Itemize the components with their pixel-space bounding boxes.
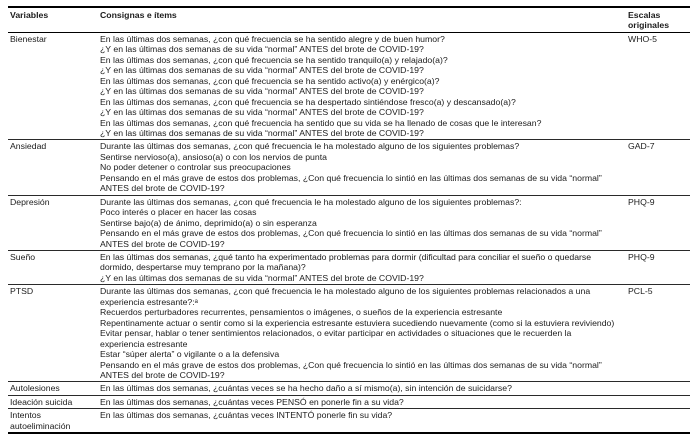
items-cell <box>100 141 626 193</box>
item-line: En las últimas dos semanas, ¿cuántas veces PENSÓ en ponerle fin a su vida? <box>100 396 404 407</box>
variable-cell: Ideación suicida <box>10 396 73 407</box>
variable-cell: Bienestar <box>10 33 47 44</box>
item-line: En las últimas dos semanas, ¿con qué frecuencia se ha sentido alegre y de buen humor? <box>100 33 445 44</box>
item-line: Sentirse nervioso(a), ansioso(a) o con los nervios de punta <box>100 151 327 162</box>
item-line: ¿Y en las últimas dos semanas de su vida “normal” ANTES del brote de COVID-19? <box>100 65 424 76</box>
item-line: Poco interés o placer en hacer las cosas <box>100 207 257 218</box>
variable-cell: Autolesiones <box>10 383 60 394</box>
item-line: Durante las últimas dos semanas, ¿con qué frecuencia le ha molestado alguno de los siguientes problemas relacionados a una experiencia estresante?:ᵃ <box>100 286 591 307</box>
scales-table <box>8 6 690 434</box>
item-line: En las últimas dos semanas, ¿con qué frecuencia ha sentido que su vida se ha llenado de cosas que le interesan? <box>100 117 542 128</box>
variable-cell: Intentos autoeliminación <box>10 410 71 431</box>
item-line: En las últimas dos semanas, ¿cuántas veces INTENTÓ ponerle fin su vida? <box>100 410 393 421</box>
item-line: En las últimas dos semanas, ¿qué tanto ha experimentado problemas para dormir (dificultad para conciliar el sueño o quedarse dormido, despertarse muy temprano por la mañana)? <box>100 251 592 273</box>
item-line: ¿Y en las últimas dos semanas de su vida “normal” ANTES del brote de COVID-19? <box>100 86 424 97</box>
table-row <box>8 382 690 395</box>
item-line: En las últimas dos semanas, ¿con qué frecuencia se ha sentido activo(a) y enérgico(a)? <box>100 75 440 86</box>
table-body <box>8 33 690 432</box>
item-line: ¿Y en las últimas dos semanas de su vida “normal” ANTES del brote de COVID-19? <box>100 44 424 55</box>
header-escalas: Escalas originales <box>628 10 670 31</box>
scale-cell: PHQ-9 <box>628 196 655 207</box>
table-row <box>8 285 690 382</box>
items-cell <box>100 383 626 393</box>
table-row <box>8 140 690 195</box>
header-variables: Variables <box>10 10 49 20</box>
item-line: Recuerdos perturbadores recurrentes, pensamientos o imágenes, o sueños de la experiencia estresante <box>100 307 503 318</box>
item-line: En las últimas dos semanas, ¿cuántas veces se ha hecho daño a sí mismo(a), sin intención de suicidarse? <box>100 383 512 394</box>
item-line: Durante las últimas dos semanas, ¿con qué frecuencia le ha molestado alguno de los siguientes problemas?: <box>100 196 522 207</box>
scale-cell: PCL-5 <box>628 286 653 297</box>
variable-cell: Sueño <box>10 251 36 262</box>
item-line: Pensando en el más grave de estos dos problemas, ¿Con qué frecuencia lo sintió en las últimas dos semanas de su vida “normal” ANTES del brote de COVID-19? <box>100 228 602 249</box>
header-consignas: Consignas e ítems <box>100 10 177 20</box>
item-line: En las últimas dos semanas, ¿con qué frecuencia se ha sentido tranquilo(a) y relajado(a)? <box>100 54 448 65</box>
item-line: ¿Y en las últimas dos semanas de su vida “normal” ANTES del brote de COVID-19? <box>100 272 424 283</box>
item-line: En las últimas dos semanas, ¿con qué frecuencia se ha despertado sintiéndose fresco(a) y descansado(a)? <box>100 96 516 107</box>
items-cell <box>100 252 626 283</box>
variable-cell: Depresión <box>10 196 50 207</box>
variable-cell: PTSD <box>10 286 34 297</box>
item-line: Pensando en el más grave de estos dos problemas, ¿Con qué frecuencia lo sintió en las últimas dos semanas de su vida “normal” ANTES del brote de COVID-19? <box>100 172 602 194</box>
scale-cell: PHQ-9 <box>628 251 655 262</box>
table-row <box>8 396 690 409</box>
item-line: Durante las últimas dos semanas, ¿con qué frecuencia le ha molestado alguno de los siguientes problemas? <box>100 141 520 152</box>
items-cell <box>100 410 626 420</box>
items-cell <box>100 34 626 139</box>
table-row <box>8 251 690 285</box>
table-row <box>8 33 690 141</box>
scale-cell: WHO-5 <box>628 33 657 44</box>
scale-cell: GAD-7 <box>628 141 655 152</box>
item-line: Repentinamente actuar o sentir como si la experiencia estresante estuviera sucediendo nuevamente (como si la estuviera reviviendo) <box>100 317 615 328</box>
item-line: Sentirse bajo(a) de ánimo, deprimido(a) o sin esperanza <box>100 217 317 228</box>
items-cell <box>100 286 626 380</box>
item-line: Evitar pensar, hablar o tener sentimientos relacionados, o evitar participar en actividades o situaciones que le recuerden la experiencia estresante <box>100 328 572 349</box>
items-cell <box>100 197 626 249</box>
items-cell <box>100 397 626 407</box>
item-line: No poder detener o controlar sus preocupaciones <box>100 162 291 173</box>
variable-cell: Ansiedad <box>10 141 47 152</box>
item-line: Pensando en el más grave de estos dos problemas, ¿Con qué frecuencia lo sintió en las últimas dos semanas de su vida “normal” ANTES del brote de COVID-19? <box>100 359 602 380</box>
table-header-row <box>8 8 690 33</box>
table-row <box>8 409 690 432</box>
item-line: Estar “súper alerta” o vigilante o a la defensiva <box>100 349 280 360</box>
item-line: ¿Y en las últimas dos semanas de su vida “normal” ANTES del brote de COVID-19? <box>100 107 424 118</box>
table-row <box>8 196 690 251</box>
item-line: ¿Y en las últimas dos semanas de su vida “normal” ANTES del brote de COVID-19? <box>100 127 424 138</box>
